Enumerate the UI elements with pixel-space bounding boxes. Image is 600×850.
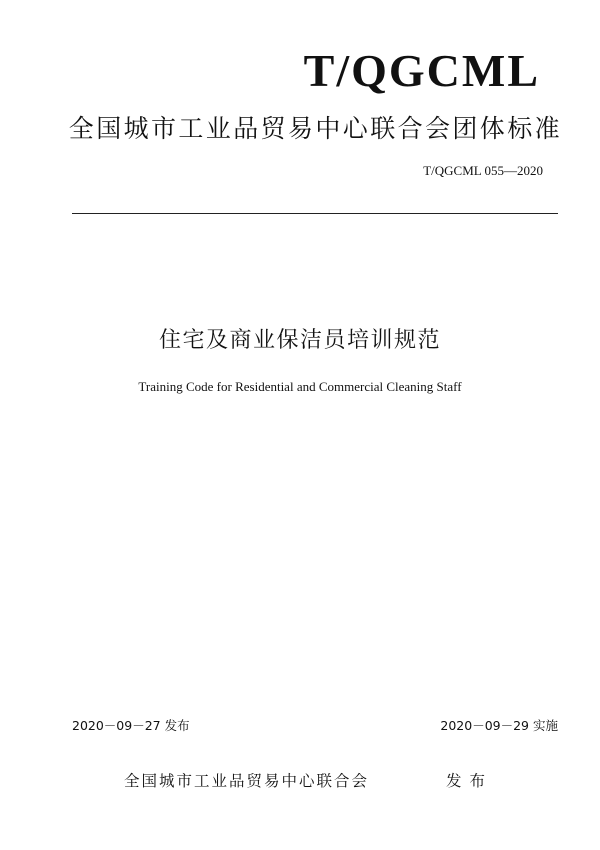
standard-number: T/QGCML 055—2020 [423,163,543,178]
issue-date: 2020－09－27 发布 [72,718,190,733]
organization-standard-title: 全国城市工业品贸易中心联合会团体标准 [68,114,562,143]
document-title-chinese: 住宅及商业保洁员培训规范 [158,328,441,353]
header-divider [72,213,558,214]
publisher-name: 全国城市工业品贸易中心联合会 [124,772,370,790]
implementation-date: 2020－09－29 实施 [440,718,558,733]
publish-label: 发布 [446,772,494,790]
document-title-english: Training Code for Residential and Commercial Cleaning Staff [138,379,462,394]
standard-code: T/QGCML [303,45,540,96]
